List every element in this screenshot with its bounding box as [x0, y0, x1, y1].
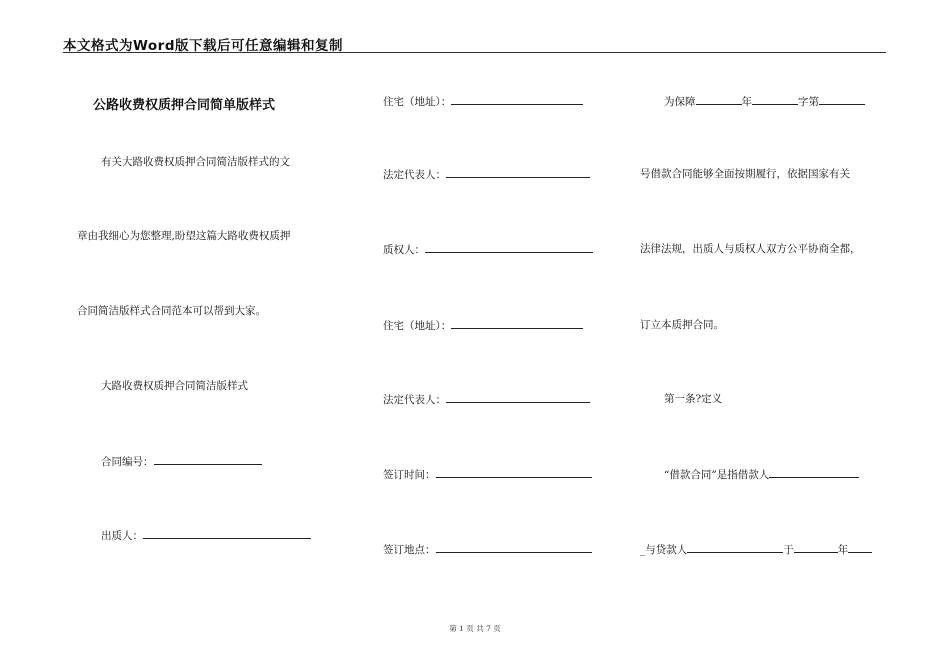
sign-time-label: 签订时间：	[383, 469, 436, 481]
sign-place-blank	[436, 542, 592, 553]
contract-number-blank	[154, 454, 262, 465]
character-number-text: 字第	[798, 96, 819, 108]
sign-time-blank	[436, 467, 592, 478]
guarantee-row	[664, 94, 865, 109]
date-blank	[794, 542, 838, 553]
guarantee-blank-1	[696, 94, 742, 105]
address-row-2	[383, 318, 583, 333]
address-blank-1	[451, 94, 583, 105]
document-title: 公路收费权质押合同简单版样式	[93, 98, 276, 113]
legal-rep-label-1: 法定代表人：	[383, 169, 446, 181]
intro-line-1: 有关大路收费权质押合同简洁版样式的文	[101, 156, 290, 168]
lender-text: _与贷款人	[640, 544, 688, 556]
pledgee-blank	[425, 242, 593, 253]
guarantee-blank-2	[752, 94, 798, 105]
header-title: 本文格式为Word版下载后可任意编辑和复制	[63, 38, 344, 54]
page-footer: 第 1 页 共 7 页	[449, 624, 501, 633]
lender-blank	[687, 542, 783, 553]
sign-time-row	[383, 467, 592, 482]
legal-rep-row-1	[383, 167, 590, 182]
legal-rep-row-2	[383, 392, 590, 407]
contract-number-label: 合同编号：	[101, 456, 154, 468]
document-header	[63, 34, 886, 53]
body-line-3: 法律法规，出质人与质权人双方公平协商全都，	[640, 243, 861, 255]
article-one-heading: 第一条?定义	[664, 393, 723, 405]
pledgor-blank	[143, 528, 311, 539]
year-text-2: 年	[837, 544, 849, 556]
legal-rep-label-2: 法定代表人：	[383, 394, 446, 406]
address-label-2: 住宅（地址）：	[383, 320, 452, 332]
intro-line-2: 章由我细心为您整理,盼望这篇大路收费权质押	[77, 230, 291, 242]
address-blank-2	[451, 318, 583, 329]
contract-number-row	[101, 454, 262, 469]
address-label-1: 住宅（地址）：	[383, 96, 452, 108]
year-text: 年	[741, 96, 752, 108]
pledgee-label: 质权人：	[383, 244, 425, 256]
intro-line-3: 合同简洁版样式合同范本可以帮到大家。	[77, 305, 266, 317]
year-blank	[848, 542, 872, 553]
pledgor-row	[101, 528, 311, 543]
section-subtitle: 大路收费权质押合同简洁版样式	[101, 380, 248, 392]
legal-rep-blank-2	[446, 392, 590, 403]
pledgor-label: 出质人：	[101, 530, 143, 542]
sign-place-label: 签订地点：	[383, 544, 436, 556]
lender-row	[640, 542, 872, 557]
guarantee-text: 为保障	[664, 96, 696, 108]
address-row-1	[383, 94, 583, 109]
body-line-4: 订立本质押合同。	[640, 319, 724, 331]
body-line-2: 号借款合同能够全面按期履行，依据国家有关	[640, 168, 850, 180]
on-text: 于	[783, 544, 794, 556]
sign-place-row	[383, 542, 592, 557]
guarantee-blank-3	[819, 94, 865, 105]
legal-rep-blank-1	[446, 167, 590, 178]
loan-contract-text: “借款合同”是指借款人	[664, 469, 770, 481]
borrower-blank	[769, 467, 859, 478]
loan-contract-row	[664, 467, 859, 482]
pledgee-row	[383, 242, 593, 257]
